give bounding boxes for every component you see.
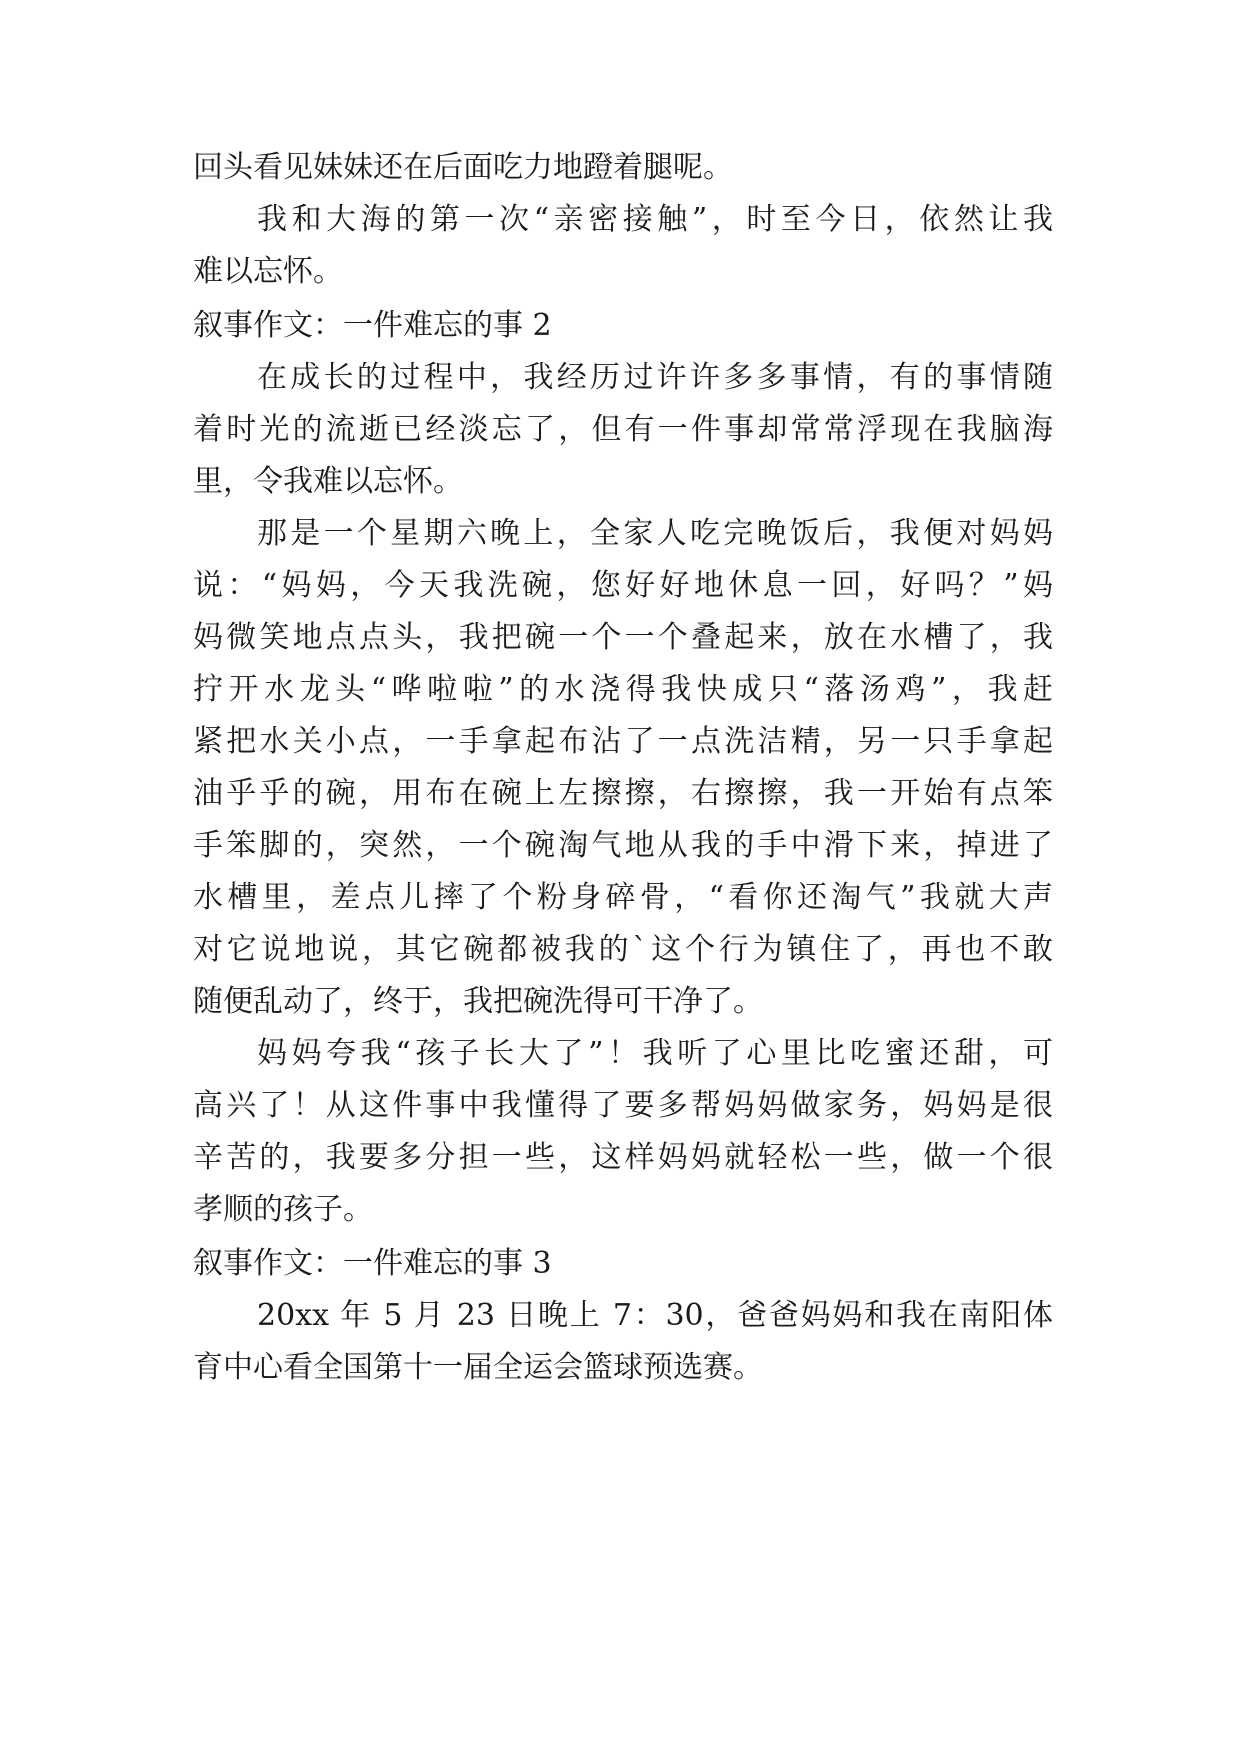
paragraph-line: 着时光的流逝已经淡忘了，但有一件事却常常浮现在我脑海 [193, 412, 1053, 447]
paragraph-line: 妈微笑地点点头，我把碗一个一个叠起来，放在水槽了，我 [193, 620, 1053, 655]
paragraph-line: 水槽里，差点儿摔了个粉身碎骨，“看你还淘气”我就大声 [193, 880, 1053, 915]
paragraph-line: 手笨脚的，突然，一个碗淘气地从我的手中滑下来，掉进了 [193, 828, 1053, 863]
paragraph-line: 回头看见妹妹还在后面吃力地蹬着腿呢。 [193, 150, 733, 185]
paragraph-line: 说：“妈妈，今天我洗碗，您好好地休息一回，好吗？”妈 [193, 568, 1053, 603]
paragraph-line: 辛苦的，我要多分担一些，这样妈妈就轻松一些，做一个很 [193, 1140, 1053, 1175]
paragraph-line: 那是一个星期六晚上，全家人吃完晚饭后，我便对妈妈 [257, 516, 1053, 551]
paragraph-line: 难以忘怀。 [193, 254, 343, 289]
paragraph-line: 紧把水关小点，一手拿起布沾了一点洗洁精，另一只手拿起 [193, 724, 1053, 759]
paragraph-line: 在成长的过程中，我经历过许许多多事情，有的事情随 [257, 360, 1053, 395]
paragraph-line: 20xx 年 5 月 23 日晚上 7：30，爸爸妈妈和我在南阳体 [257, 1298, 1053, 1333]
section-heading: 叙事作文：一件难忘的事 3 [193, 1246, 552, 1281]
paragraph-line: 对它说地说，其它碗都被我的`这个行为镇住了，再也不敢 [193, 932, 1053, 967]
section-heading: 叙事作文：一件难忘的事 2 [193, 308, 552, 343]
paragraph-line: 高兴了！从这件事中我懂得了要多帮妈妈做家务，妈妈是很 [193, 1088, 1053, 1123]
paragraph-line: 妈妈夸我“孩子长大了”！我听了心里比吃蜜还甜，可 [257, 1036, 1053, 1071]
paragraph-line: 孝顺的孩子。 [193, 1192, 373, 1227]
paragraph-line: 拧开水龙头“哗啦啦”的水浇得我快成只“落汤鸡”，我赶 [193, 672, 1053, 707]
paragraph-line: 油乎乎的碗，用布在碗上左擦擦，右擦擦，我一开始有点笨 [193, 776, 1053, 811]
paragraph-line: 我和大海的第一次“亲密接触”，时至今日，依然让我 [257, 202, 1053, 237]
paragraph-line: 育中心看全国第十一届全运会篮球预选赛。 [193, 1350, 763, 1385]
paragraph-line: 随便乱动了，终于，我把碗洗得可干净了。 [193, 984, 763, 1019]
paragraph-line: 里，令我难以忘怀。 [193, 464, 463, 499]
